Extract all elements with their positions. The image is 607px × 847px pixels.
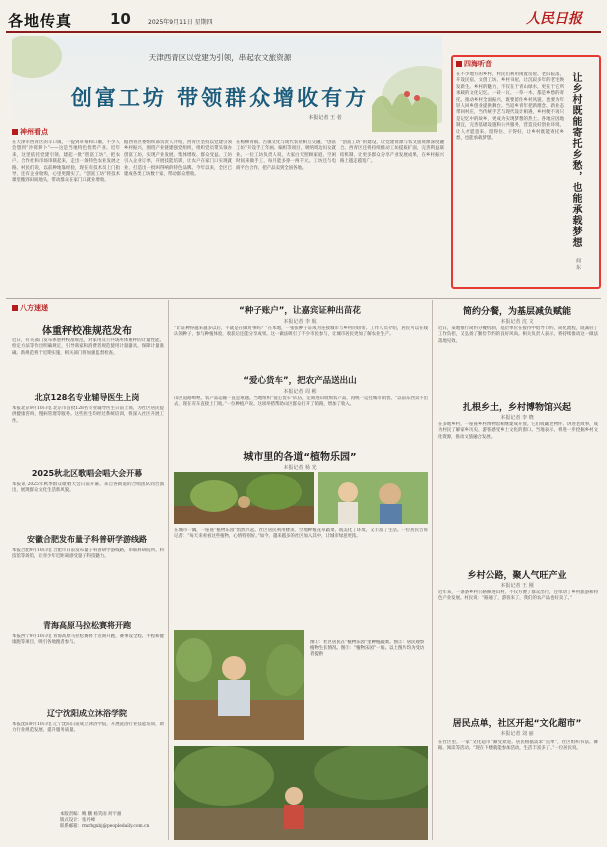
brief-text-6: 本报沈阳9月10日电 辽宁沈阳日前成立沐浴学院，开展洗浴行业技能培训，助力行业规范发展、提升服务质量。: [12, 722, 164, 734]
col-divider-left: [168, 300, 169, 840]
middle-article1-body: “让证种得越来越多以后，不就是在做好事吗？”在本地，一张张种子证成为连接城市与乡村的纽带。工作人员介绍，居民可以在线认领种子，参与种植体验，收获后还能分享成果。这一做法吸引了不少市民参与，让城市居民更加了解农业生产。: [174, 326, 428, 338]
right-article2-body: 在多地乡村，一座座乡村博物馆相继建成开放。它们收藏老物件、讲述老故事，成为村民了解家乡历史、游客感受乡土文化的窗口。当地表示，将进一步挖掘乡村文化资源，推动文旅融合发展。: [438, 422, 598, 440]
brief-text-3: 本报讯 2025年秋季群众歌唱大会日前开幕，来自各街道的合唱团队同台演出，展现群众文化生活新风貌。: [12, 482, 164, 494]
brief-title-4: 安徽合肥发布量子科普研学游线路: [27, 535, 147, 544]
section-divider: [6, 298, 601, 299]
right-article3-title: 乡村公路，聚人气旺产业: [467, 571, 567, 581]
brief-title-1: 体重秤校准规范发布: [42, 326, 132, 337]
middle-article2-title: “爱心货车”，把农产品送出山: [243, 376, 357, 386]
lead-kicker-overlay: 天津西青区以党建为引领，串起农文旅资源: [148, 53, 292, 62]
section-title: 各地传真: [8, 12, 73, 30]
brief-title-3: 2025秋北区歌唱会唱大会开幕: [31, 469, 143, 478]
right-article2-byline: 本报记者 李 晓: [500, 415, 534, 421]
editorial-icon: [456, 61, 462, 67]
col-divider-right: [432, 300, 433, 840]
brief-title-2: 北京128名专业辅导医生上岗: [34, 393, 140, 402]
middle-article3-title: 城市里的各道“植物乐园”: [243, 452, 357, 463]
brief-title-6: 辽宁沈阳成立沐浴学院: [47, 709, 127, 718]
page-header: [6, 6, 601, 30]
brief-text-1: 近日，有关部门发布体重秤校准规范，对家用及公共场所体重秤的计量性能、检定方法等作出明确规定，引导商家和消费者规范使用计量器具，保障计量准确。新规范将于近期实施，相关部门将加强监督检查。: [12, 338, 164, 356]
lead-headline-overlay: 创富工坊 带领群众增收有方: [70, 86, 370, 110]
newspaper-logo: 人民日报: [526, 11, 582, 27]
lead-body-col4: “创富工坊”的建设，让党建资源与农文旅资源深度融合。西青区还将持续推动工坊提质扩面，完善利益联结机制，让更多群众分享产业发展成果，在乡村振兴路上越走越宽广。: [340, 140, 444, 165]
middle-article3-byline: 本报记者 杨 光: [283, 465, 317, 471]
middle-article2-body: 山区道路崎岖，农产品运输一直是难题。当地组织“爱心货车”队伍，定期进山收购农产品，再统一运往城市销售。“以前东西卖不出去，现在有车直接上门收。”一位种植户说。这项举措帮助山区群众打开了销路，增加了收入。: [174, 396, 428, 408]
middle-article2-byline: 本报记者 周 彬: [283, 389, 317, 395]
middle-article3-body: 在城市一隅，一座座“植物乐园”悄然兴起。社区居民利用楼顶、空地种植花草蔬菜，既美化了环境，又丰富了生活。一位居民告诉记者：“每天来看看这些植物，心情特别好。”如今，越来越多的社区加入其中，让城市绿意更浓。: [174, 528, 428, 540]
editorial-label-text: 四海听音: [464, 60, 492, 68]
right-article1-body: 近日，某地推行简约分餐机制，基层单位在接待中倡导节约、简化流程，既减轻了工作负担，又弘扬了勤俭节约的良好风尚。相关负责人表示，将持续推动这一做法落地见效。: [438, 326, 598, 344]
right-article1-title: 简约分餐，为基层减负赋能: [462, 307, 571, 317]
middle-article1-byline: 本报记者 李 航: [283, 319, 317, 325]
plant-garden-photo-3: [174, 630, 304, 740]
page-number: 10: [110, 10, 131, 28]
brief-text-4: 本报合肥9月10日电 合肥市日前发布量子科普研学游线路，串联科研院所、科技馆等场馆，让青少年近距离感受量子科技魅力。: [12, 548, 164, 560]
header-rule: [6, 31, 601, 33]
lead-body-col1: 在天津市西青区的辛口镇，一提到草莓和口蘑，不少人会想到“沙窝萝卜”——这是当地特色优势产业。近年来，这里依托党建引领，建起一批“创富工坊”，把农户、合作社和市场串联起来，走出一条特色农业发展之路。村民们说，以前种地靠经验，现在有技术员上门指导，还有企业收购，心里更踏实了。“创富工坊”将技术课堂搬到田间地头，带动群众在家门口就业增收。: [12, 140, 120, 184]
briefs-icon: [12, 305, 18, 311]
page-credits: 本版责编：鲍 鹏 杨笑雨 何宇澈 版式设计：张丹峰 联系邮箱：rmrbgxbj@peopledaily.com.cn: [60, 812, 150, 829]
brief-title-5: 青海高原马拉松赛将开跑: [43, 621, 131, 630]
lead-byline-overlay: 本报记者 王 者: [308, 115, 342, 121]
editorial-byline: 何 东: [575, 258, 581, 270]
lead-body-col2: 据西青区委组织部负责人介绍，西青区坚持以党建引领乡村振兴，围绕产业链建强党组织，组织党员带头领办创富工坊，实现产业发展、集体增收、群众受益。工坊引入企业订单，开展技能培训，让农户在家门口实现就业，打造出一批叫得响的特色品牌。今年以来，全区已建成各类工坊数十家，带动群众增收。: [124, 140, 232, 178]
brief-text-5: 本报西宁9月10日电 青海高原马拉松赛将于近期开跑，赛事设全程、半程和健康跑等项目，吸引各地跑者参与。: [12, 634, 164, 646]
right-article4-byline: 本报记者 刘 丽: [500, 731, 534, 737]
editorial-body: 在不少地方的乡村，村民们利用闲置房屋、老旧院落，开设民宿、文创工坊、乡村书屋，让沉寂多年的老宅焕发新生。乡村的魅力，不仅在于青山绿水，更在于它所承载的文化记忆。一砖一瓦、一草一木，都是乡愁的寄托。推动乡村全面振兴，既要留住乡村风貌，也要为年轻人回乡创业提供舞台。当返乡青年把新理念、新业态带回村庄，当传统手艺与现代设计相遇，乡村便不再只是记忆中的故乡，更成为实现梦想的热土。各地应因地制宜，完善基础设施和公共服务，营造良好创业环境，让人才愿意来、留得住、干得好，让乡村既能寄托乡愁，也能承载梦想。: [456, 72, 564, 142]
lead-body-col3: 在杨柳青镇，古镇文化与现代农业相互交融，“创富工坊”开设手工年画、编织等项目，吸纳周边妇女就业。一位工坊负责人说，大家白天照顾家庭，空闲时间来做手工，每月能多挣一两千元。工坊还与电商平台合作，把产品卖到全国各地。: [236, 140, 336, 171]
middle-article1-title: “种子账户”，让嘉宾证种出苗花: [239, 306, 361, 316]
plant-garden-photo-1: [174, 472, 314, 524]
plant-garden-photo-2: [318, 472, 428, 524]
right-article1-byline: 本报记者 沈 文: [500, 319, 534, 325]
column-icon: [12, 129, 18, 135]
right-article3-byline: 本报记者 王 刚: [500, 583, 534, 589]
middle-photo-caption: 图①：社区居民在“植物乐园”里种植蔬菜。图②：居民观察植物生长情况。图③：“植物乐园”一角。以上图片均为受访者提供: [310, 640, 425, 657]
editorial-title: 让乡村既能寄托乡愁，也能承载梦想: [570, 72, 581, 248]
right-article2-title: 扎根乡土，乡村博物馆兴起: [462, 403, 571, 413]
brief-text-2: 本报北京9月10日电 北京市首批128名专业辅导医生日前上岗，为社区居民提供健康咨询、慢病管理等服务。这些医生均经过系统培训，将深入社区开展工作。: [12, 406, 164, 424]
right-article4-body: 在社区里，一家“文化超市”颇受欢迎。居民根据需求“点单”，社区组织书法、舞蹈、阅读等活动。“现在下楼就能参加活动，生活丰富多了。”一位居民说。: [438, 740, 598, 752]
right-article3-body: 近年来，一条条乡村公路修进山村，不仅方便了群众出行，还带动了乡村旅游和特色产业发展。村民说：“路通了，游客来了，我们的农产品也好卖了。”: [438, 590, 598, 602]
column-label-text: 神州看点: [20, 128, 48, 136]
issue-date: 2025年9月11日 星期四: [148, 19, 213, 26]
right-article4-title: 居民点单，社区开起“文化超市”: [452, 719, 582, 729]
plant-garden-photo-4: [174, 746, 428, 840]
briefs-label-text: 八方速递: [20, 304, 48, 312]
